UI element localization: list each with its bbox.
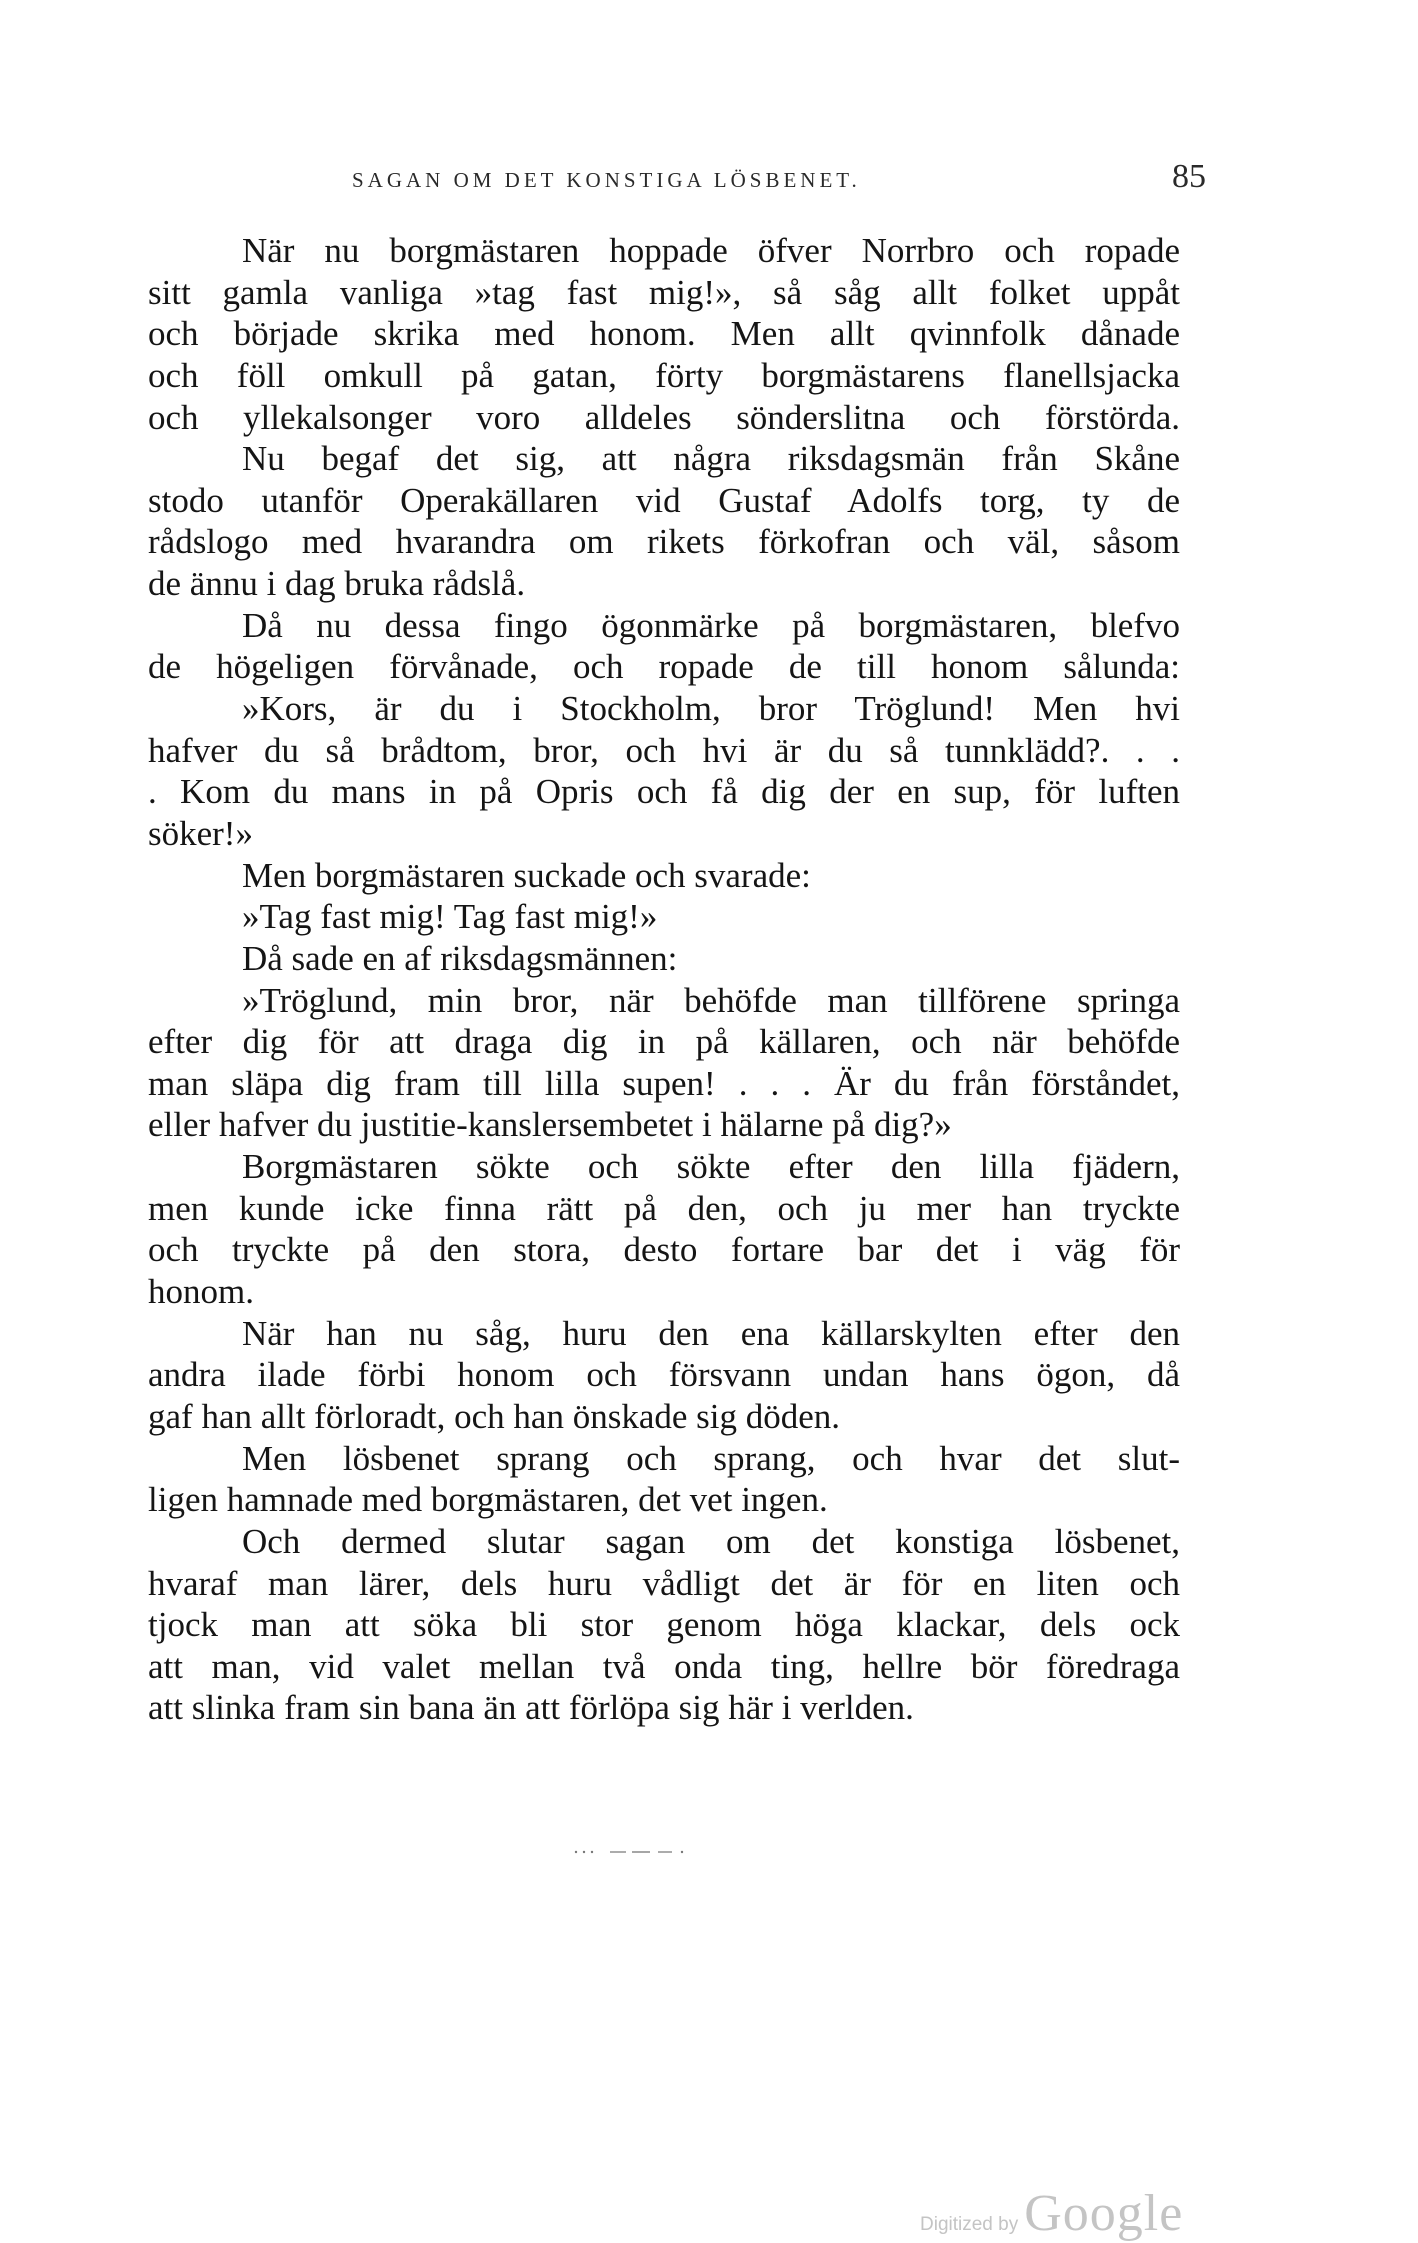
text-line: och yllekalsonger voro alldeles sönderslitna och förstörda. <box>148 397 1180 437</box>
text-line: sitt gamla vanliga »tag fast mig!», så såg allt folket uppåt <box>148 272 1180 312</box>
text-line: och började skrika med honom. Men allt qvinnfolk dånade <box>148 314 1180 354</box>
text-line: honom. <box>148 1272 254 1312</box>
text-line: hafver du så brådtom, bror, och hvi är du så tunnklädd?. . . <box>148 730 1180 770</box>
digitized-by-google-watermark <box>920 2184 1183 2243</box>
text-line: efter dig för att draga dig in på källaren, och när behöfde <box>148 1022 1180 1062</box>
text-line: Då nu dessa fingo ögonmärke på borgmästaren, blefvo <box>242 605 1180 645</box>
text-line: »Tag fast mig! Tag fast mig!» <box>242 897 658 937</box>
text-line: tjock man att söka bli stor genom höga klackar, dels ock <box>148 1605 1180 1645</box>
text-line: rådslogo med hvarandra om rikets förkofran och väl, såsom <box>148 522 1180 562</box>
body-text <box>148 230 1180 1729</box>
text-line: »Kors, är du i Stockholm, bror Tröglund! Men hvi <box>242 689 1180 729</box>
text-line: . Kom du mans in på Opris och få dig der en sup, för luften <box>148 772 1180 812</box>
running-title: SAGAN OM DET KONSTIGA LÖSBENET. <box>352 168 861 192</box>
text-line: Men lösbenet sprang och sprang, och hvar det slut- <box>242 1438 1180 1478</box>
text-line: Och dermed slutar sagan om det konstiga lösbenet, <box>242 1521 1180 1561</box>
text-line: och tryckte på den stora, desto fortare bar det i väg för <box>148 1230 1180 1270</box>
text-line: men kunde icke finna rätt på den, och ju mer han tryckte <box>148 1188 1180 1228</box>
text-line: Då sade en af riksdagsmännen: <box>242 938 678 978</box>
text-line: Men borgmästaren suckade och svarade: <box>242 855 811 895</box>
text-line: gaf han allt förloradt, och han önskade sig döden. <box>148 1396 841 1436</box>
text-line: och föll omkull på gatan, förty borgmästarens flanellsjacka <box>148 355 1180 395</box>
text-line: ligen hamnade med borgmästaren, det vet ingen. <box>148 1480 828 1520</box>
text-line: stodo utanför Operakällaren vid Gustaf Adolfs torg, ty de <box>148 480 1180 520</box>
text-line: eller hafver du justitie-kanslersembetet i hälarne på dig?» <box>148 1105 952 1145</box>
end-ornament <box>570 1848 720 1856</box>
text-line: man släpa dig fram till lilla supen! . . . Är du från förståndet, <box>148 1063 1180 1103</box>
text-line: att man, vid valet mellan två onda ting, hellre bör föredraga <box>148 1646 1180 1686</box>
digitized-by-label: Digitized by <box>920 2214 1019 2235</box>
page-number: 85 <box>1172 158 1206 195</box>
text-line: andra ilade förbi honom och försvann undan hans ögon, då <box>148 1355 1180 1395</box>
text-line: att slinka fram sin bana än att förlöpa sig här i verlden. <box>148 1688 914 1728</box>
text-line: »Tröglund, min bror, när behöfde man tillförene springa <box>242 980 1180 1020</box>
google-logo: Google <box>1024 2185 1184 2242</box>
text-line: hvaraf man lärer, dels huru vådligt det är för en liten och <box>148 1563 1180 1603</box>
text-line: söker!» <box>148 813 253 853</box>
text-line: När han nu såg, huru den ena källarskylten efter den <box>242 1313 1180 1353</box>
text-line: Nu begaf det sig, att några riksdagsmän från Skåne <box>242 439 1180 479</box>
text-line: de ännu i dag bruka rådslå. <box>148 564 526 604</box>
text-line: Borgmästaren sökte och sökte efter den lilla fjädern, <box>242 1147 1180 1187</box>
text-line: När nu borgmästaren hoppade öfver Norrbro och ropade <box>242 231 1180 270</box>
text-line: de högeligen förvånade, och ropade de till honom sålunda: <box>148 647 1180 687</box>
